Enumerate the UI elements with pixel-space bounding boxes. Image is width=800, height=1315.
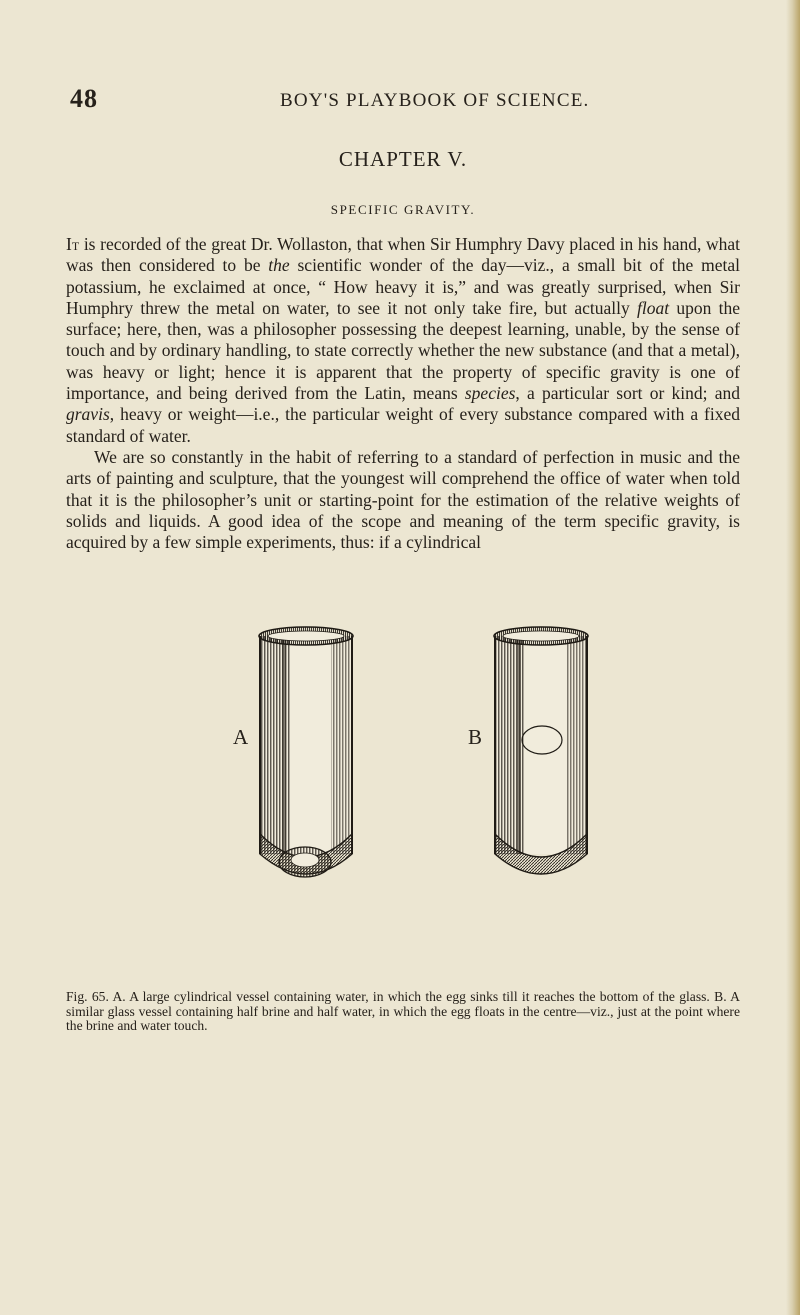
text-segment: , a particular sort or kind; and bbox=[515, 383, 740, 404]
figure-caption bbox=[66, 990, 740, 1034]
first-word: It bbox=[66, 234, 80, 254]
cylinder-b bbox=[468, 627, 588, 874]
caption-letter-a: A. bbox=[112, 989, 126, 1004]
section-title: SPECIFIC GRAVITY. bbox=[330, 202, 476, 217]
page-header bbox=[0, 84, 800, 114]
text-segment: scientific wonder of the day—viz., a small bit of the metal potassium, he exclaimed at once, “ How heavy it is,” and was greatly surprised, when Sir Humphry threw the metal on water, to see it not only take fire, but actually bbox=[66, 255, 740, 318]
text-segment: is recorded of the great Dr. Wollaston, that when Sir Humphry Davy placed in his hand, what was then considered to be bbox=[66, 234, 740, 276]
caption-letter-b: B. bbox=[714, 989, 727, 1004]
paragraph-1 bbox=[66, 234, 740, 447]
emphasis-the: the bbox=[268, 255, 290, 276]
cylinder-illustration bbox=[225, 622, 615, 892]
paragraph-2: We are so constantly in the habit of referring to a standard of perfection in music and the arts of painting and sculpture, that the youngest will comprehend the office of water when told that it is the philosopher’s unit or starting-point for the estimation of the relative weights of solids and liquids. A good idea of the scope and meaning of the term specific gravity, is acquired by a few simple experiments, thus: if a cylindrical bbox=[66, 446, 740, 553]
figure-illustration bbox=[225, 622, 615, 892]
emphasis-float: float bbox=[636, 297, 670, 318]
caption-text-a: A large cylindrical vessel containing water, in which the egg sinks till it reaches the bottom of the glass. bbox=[125, 989, 715, 1004]
body-text bbox=[66, 234, 740, 553]
page-edge bbox=[786, 0, 800, 1315]
cylinder-a bbox=[233, 627, 353, 877]
page-number: 48 bbox=[70, 84, 98, 113]
emphasis-gravis: gravis bbox=[66, 404, 110, 425]
text-segment: , heavy or weight—i.e., the particular weight of every substance compared with a fixed standard of water. bbox=[66, 404, 740, 446]
figure-label-a: A bbox=[233, 725, 249, 749]
chapter-title: CHAPTER V. bbox=[338, 147, 468, 171]
emphasis-species: species bbox=[464, 383, 516, 404]
caption-text-b: A similar glass vessel containing half brine and half water, in which the egg floats in the centre—viz., just at the point where the brine and water touch. bbox=[66, 989, 740, 1033]
caption-figure-number: Fig. 65. bbox=[66, 989, 109, 1004]
text-segment: upon the surface; here, then, was a philosopher possessing the deepest learning, unable, by the sense of touch and by ordinary handling, to state correctly whether the new substance (and that a metal), was heavy or light; hence it is apparent that the property of specific gravity is one of importance, and being derived from the Latin, means bbox=[66, 297, 740, 404]
figure-label-b: B bbox=[468, 725, 483, 749]
running-head: BOY'S PLAYBOOK OF SCIENCE. bbox=[280, 90, 590, 111]
